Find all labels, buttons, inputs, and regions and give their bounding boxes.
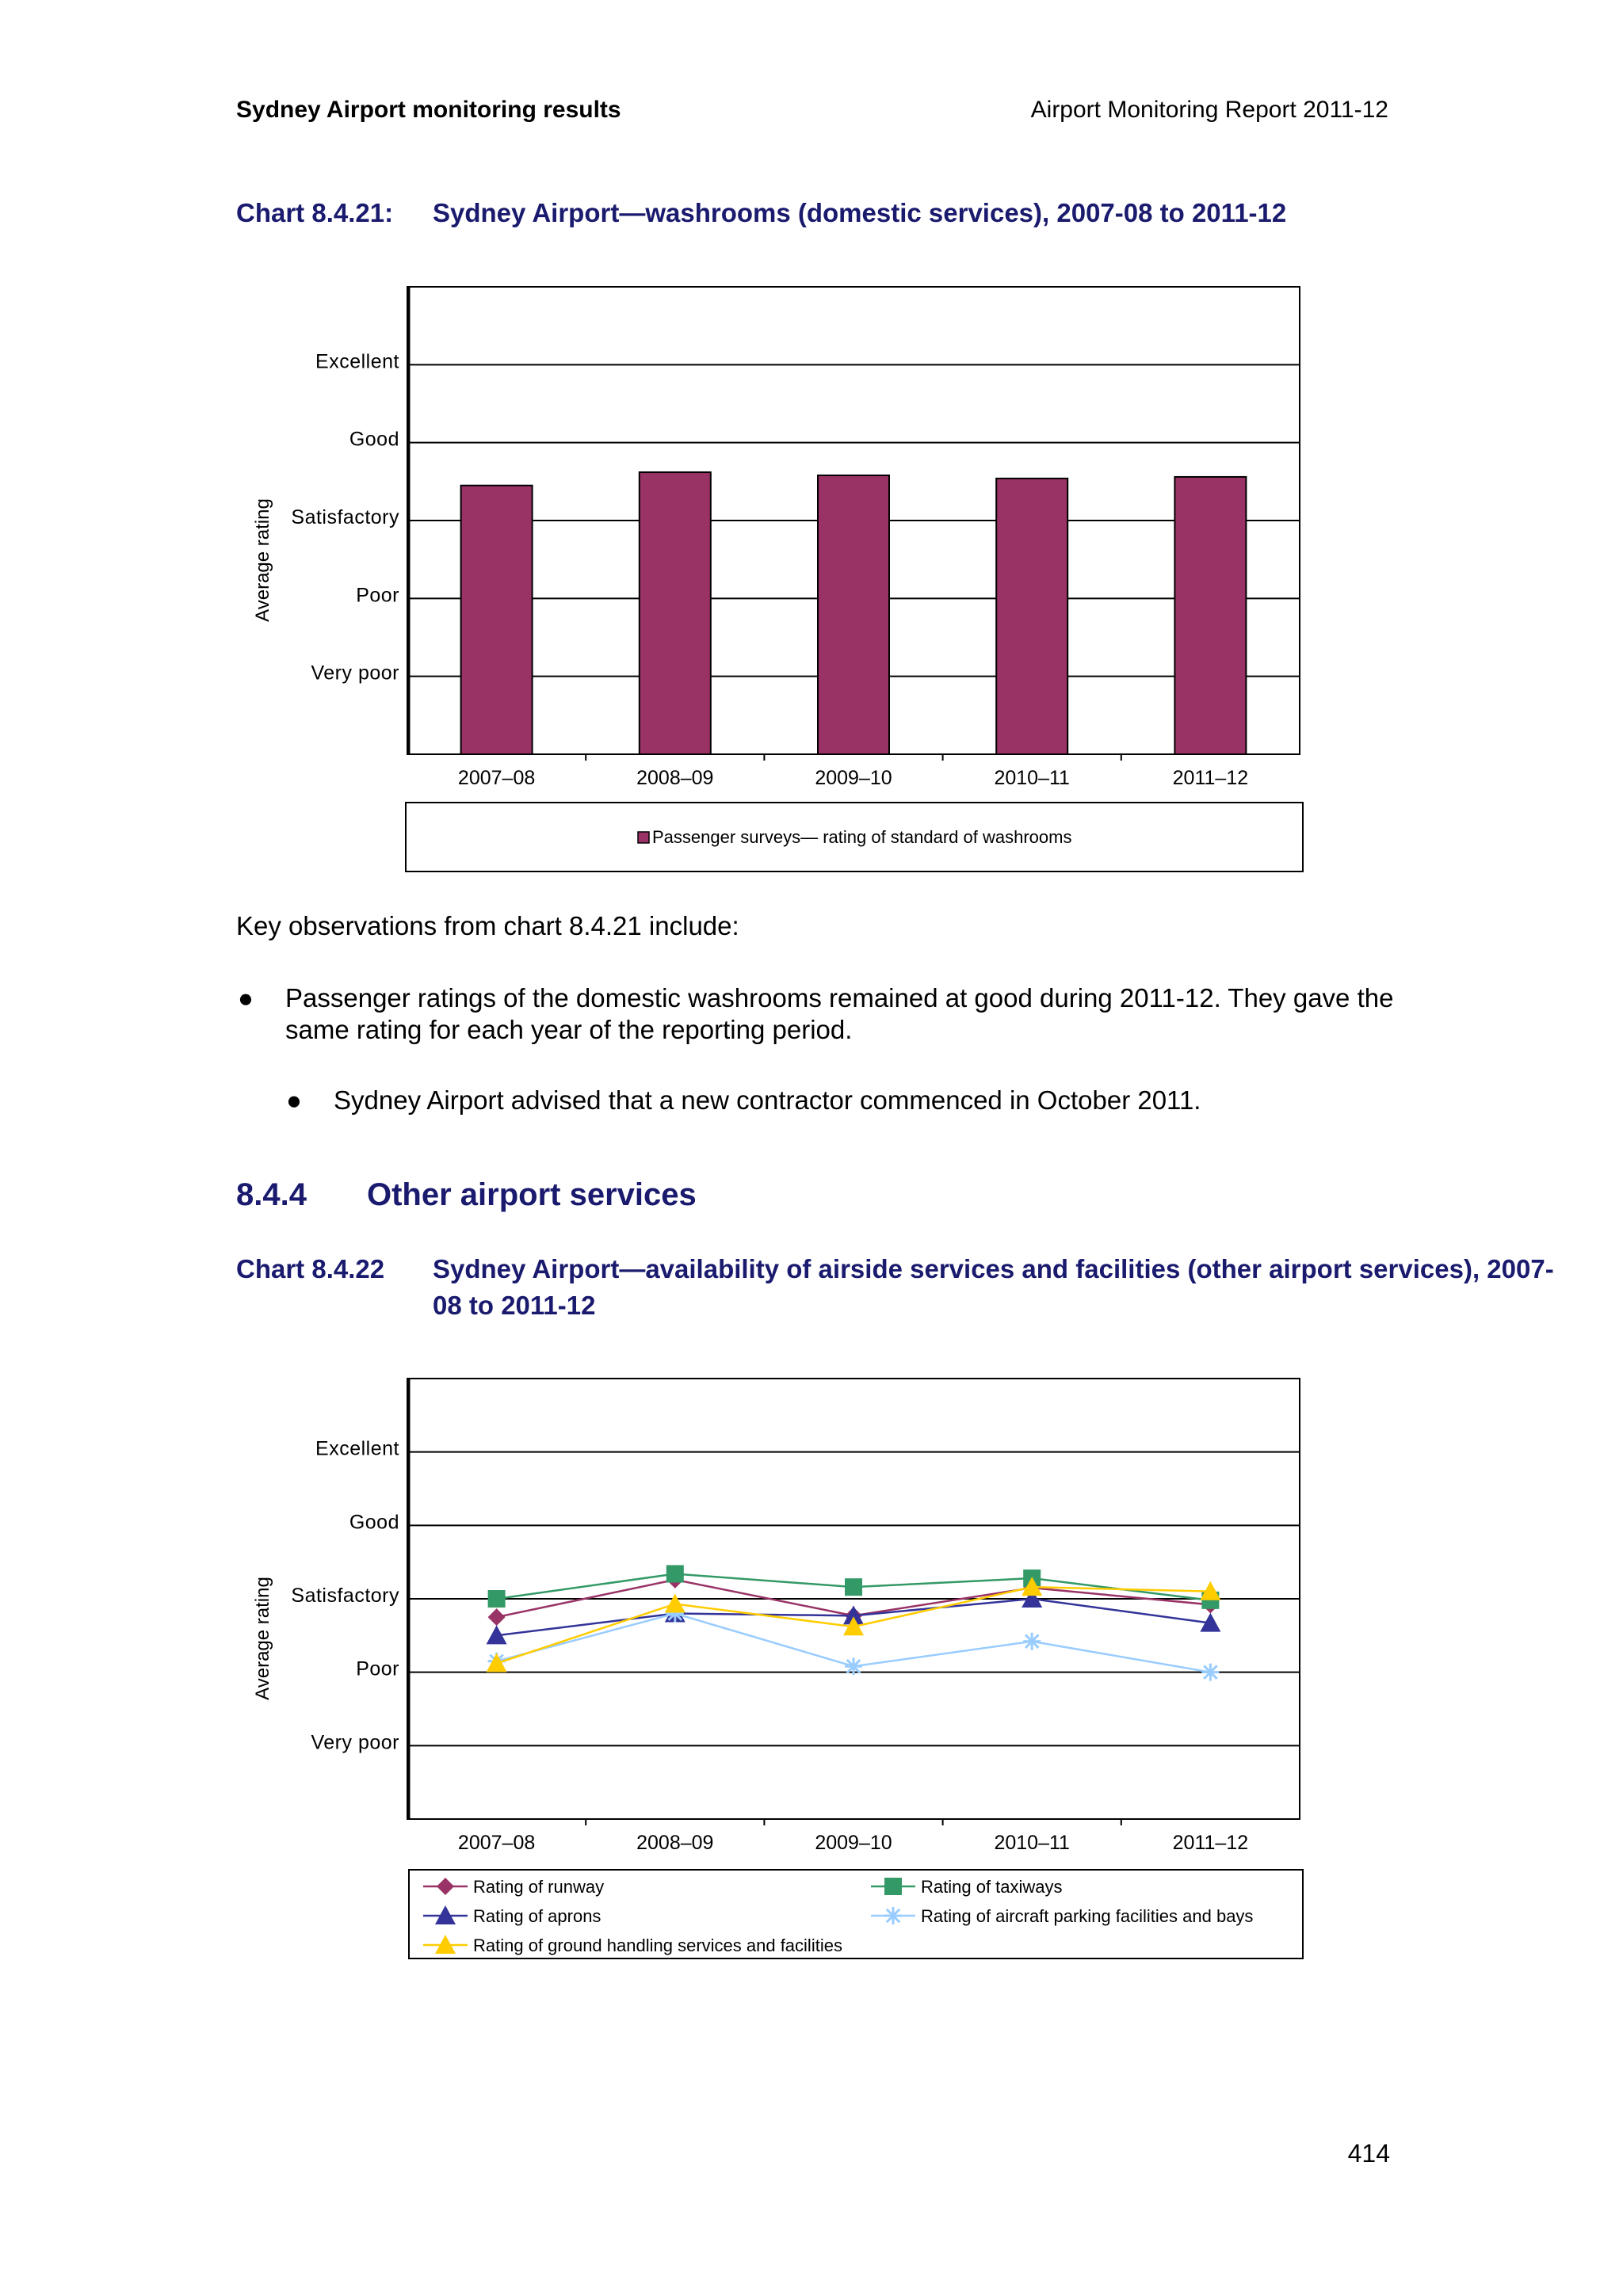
- legend-label: Rating of aprons: [473, 1906, 601, 1926]
- y-tick-label: Very poor: [311, 1731, 399, 1754]
- bullet-dot-icon: ●: [286, 1085, 302, 1115]
- y-tick-label: Good: [349, 1511, 399, 1534]
- legend-marker: [884, 1878, 902, 1895]
- chart1-title: Sydney Airport—washrooms (domestic services), 2007-08 to 2011-12: [433, 198, 1287, 227]
- running-header-right: Airport Monitoring Report 2011-12: [1030, 97, 1388, 123]
- page-number: 414: [1347, 2139, 1390, 2168]
- section-title: Other airport services: [367, 1177, 697, 1212]
- bullet-dot-icon: ●: [238, 983, 254, 1013]
- legend-marker: [884, 1907, 902, 1924]
- x-tick-label: 2007–08: [457, 1832, 536, 1854]
- legend-label: Rating of runway: [473, 1877, 605, 1897]
- data-point: [488, 1590, 506, 1608]
- legend-label: Rating of taxiways: [921, 1877, 1063, 1897]
- y-tick-label: Excellent: [315, 1437, 399, 1460]
- legend-label: Rating of ground handling services and facilities: [473, 1936, 842, 1955]
- x-tick-label: 2011–12: [1172, 767, 1249, 789]
- y-tick-label: Satisfactory: [291, 506, 399, 528]
- y-tick-label: Satisfactory: [291, 1585, 399, 1607]
- data-point: [1023, 1633, 1041, 1650]
- y-tick-label: Very poor: [311, 662, 399, 685]
- chart2-number: Chart 8.4.22: [236, 1254, 385, 1283]
- y-tick-label: Excellent: [315, 350, 399, 373]
- sub-bullet-text: Sydney Airport advised that a new contractor commenced in October 2011.: [334, 1085, 1201, 1115]
- bullet-text: Passenger ratings of the domestic washrooms remained at good during 2011-12. They gave the same rating for each year of the reporting period.: [285, 983, 1394, 1044]
- legend-label: Passenger surveys— rating of standard of washrooms: [652, 827, 1072, 847]
- section-number: 8.4.4: [236, 1177, 307, 1212]
- y-axis-title: Average rating: [252, 498, 273, 622]
- running-header-left: Sydney Airport monitoring results: [236, 97, 621, 123]
- y-tick-label: Good: [349, 428, 399, 451]
- x-tick-label: 2010–11: [994, 767, 1070, 789]
- y-axis-title: Average rating: [252, 1577, 273, 1700]
- data-point: [845, 1578, 862, 1596]
- y-tick-label: Poor: [356, 1657, 399, 1680]
- data-point: [666, 1565, 684, 1582]
- x-tick-label: 2009–10: [815, 1832, 892, 1854]
- x-tick-label: 2009–10: [815, 767, 892, 789]
- x-tick-label: 2008–09: [636, 767, 714, 789]
- chart2-title: Sydney Airport—availability of airside services and facilities (other airport services), 2007-08 to 2011-12: [433, 1254, 1554, 1320]
- observations-intro: Key observations from chart 8.4.21 include:: [236, 911, 739, 940]
- x-tick-label: 2010–11: [994, 1832, 1070, 1854]
- chart1-number: Chart 8.4.21:: [236, 198, 394, 227]
- y-tick-label: Poor: [356, 584, 399, 607]
- data-point: [1201, 1664, 1219, 1681]
- x-tick-label: 2011–12: [1172, 1832, 1249, 1854]
- x-tick-label: 2007–08: [457, 767, 536, 789]
- data-point: [845, 1657, 862, 1675]
- x-tick-label: 2008–09: [636, 1832, 714, 1854]
- legend-label: Rating of aircraft parking facilities and bays: [921, 1906, 1254, 1926]
